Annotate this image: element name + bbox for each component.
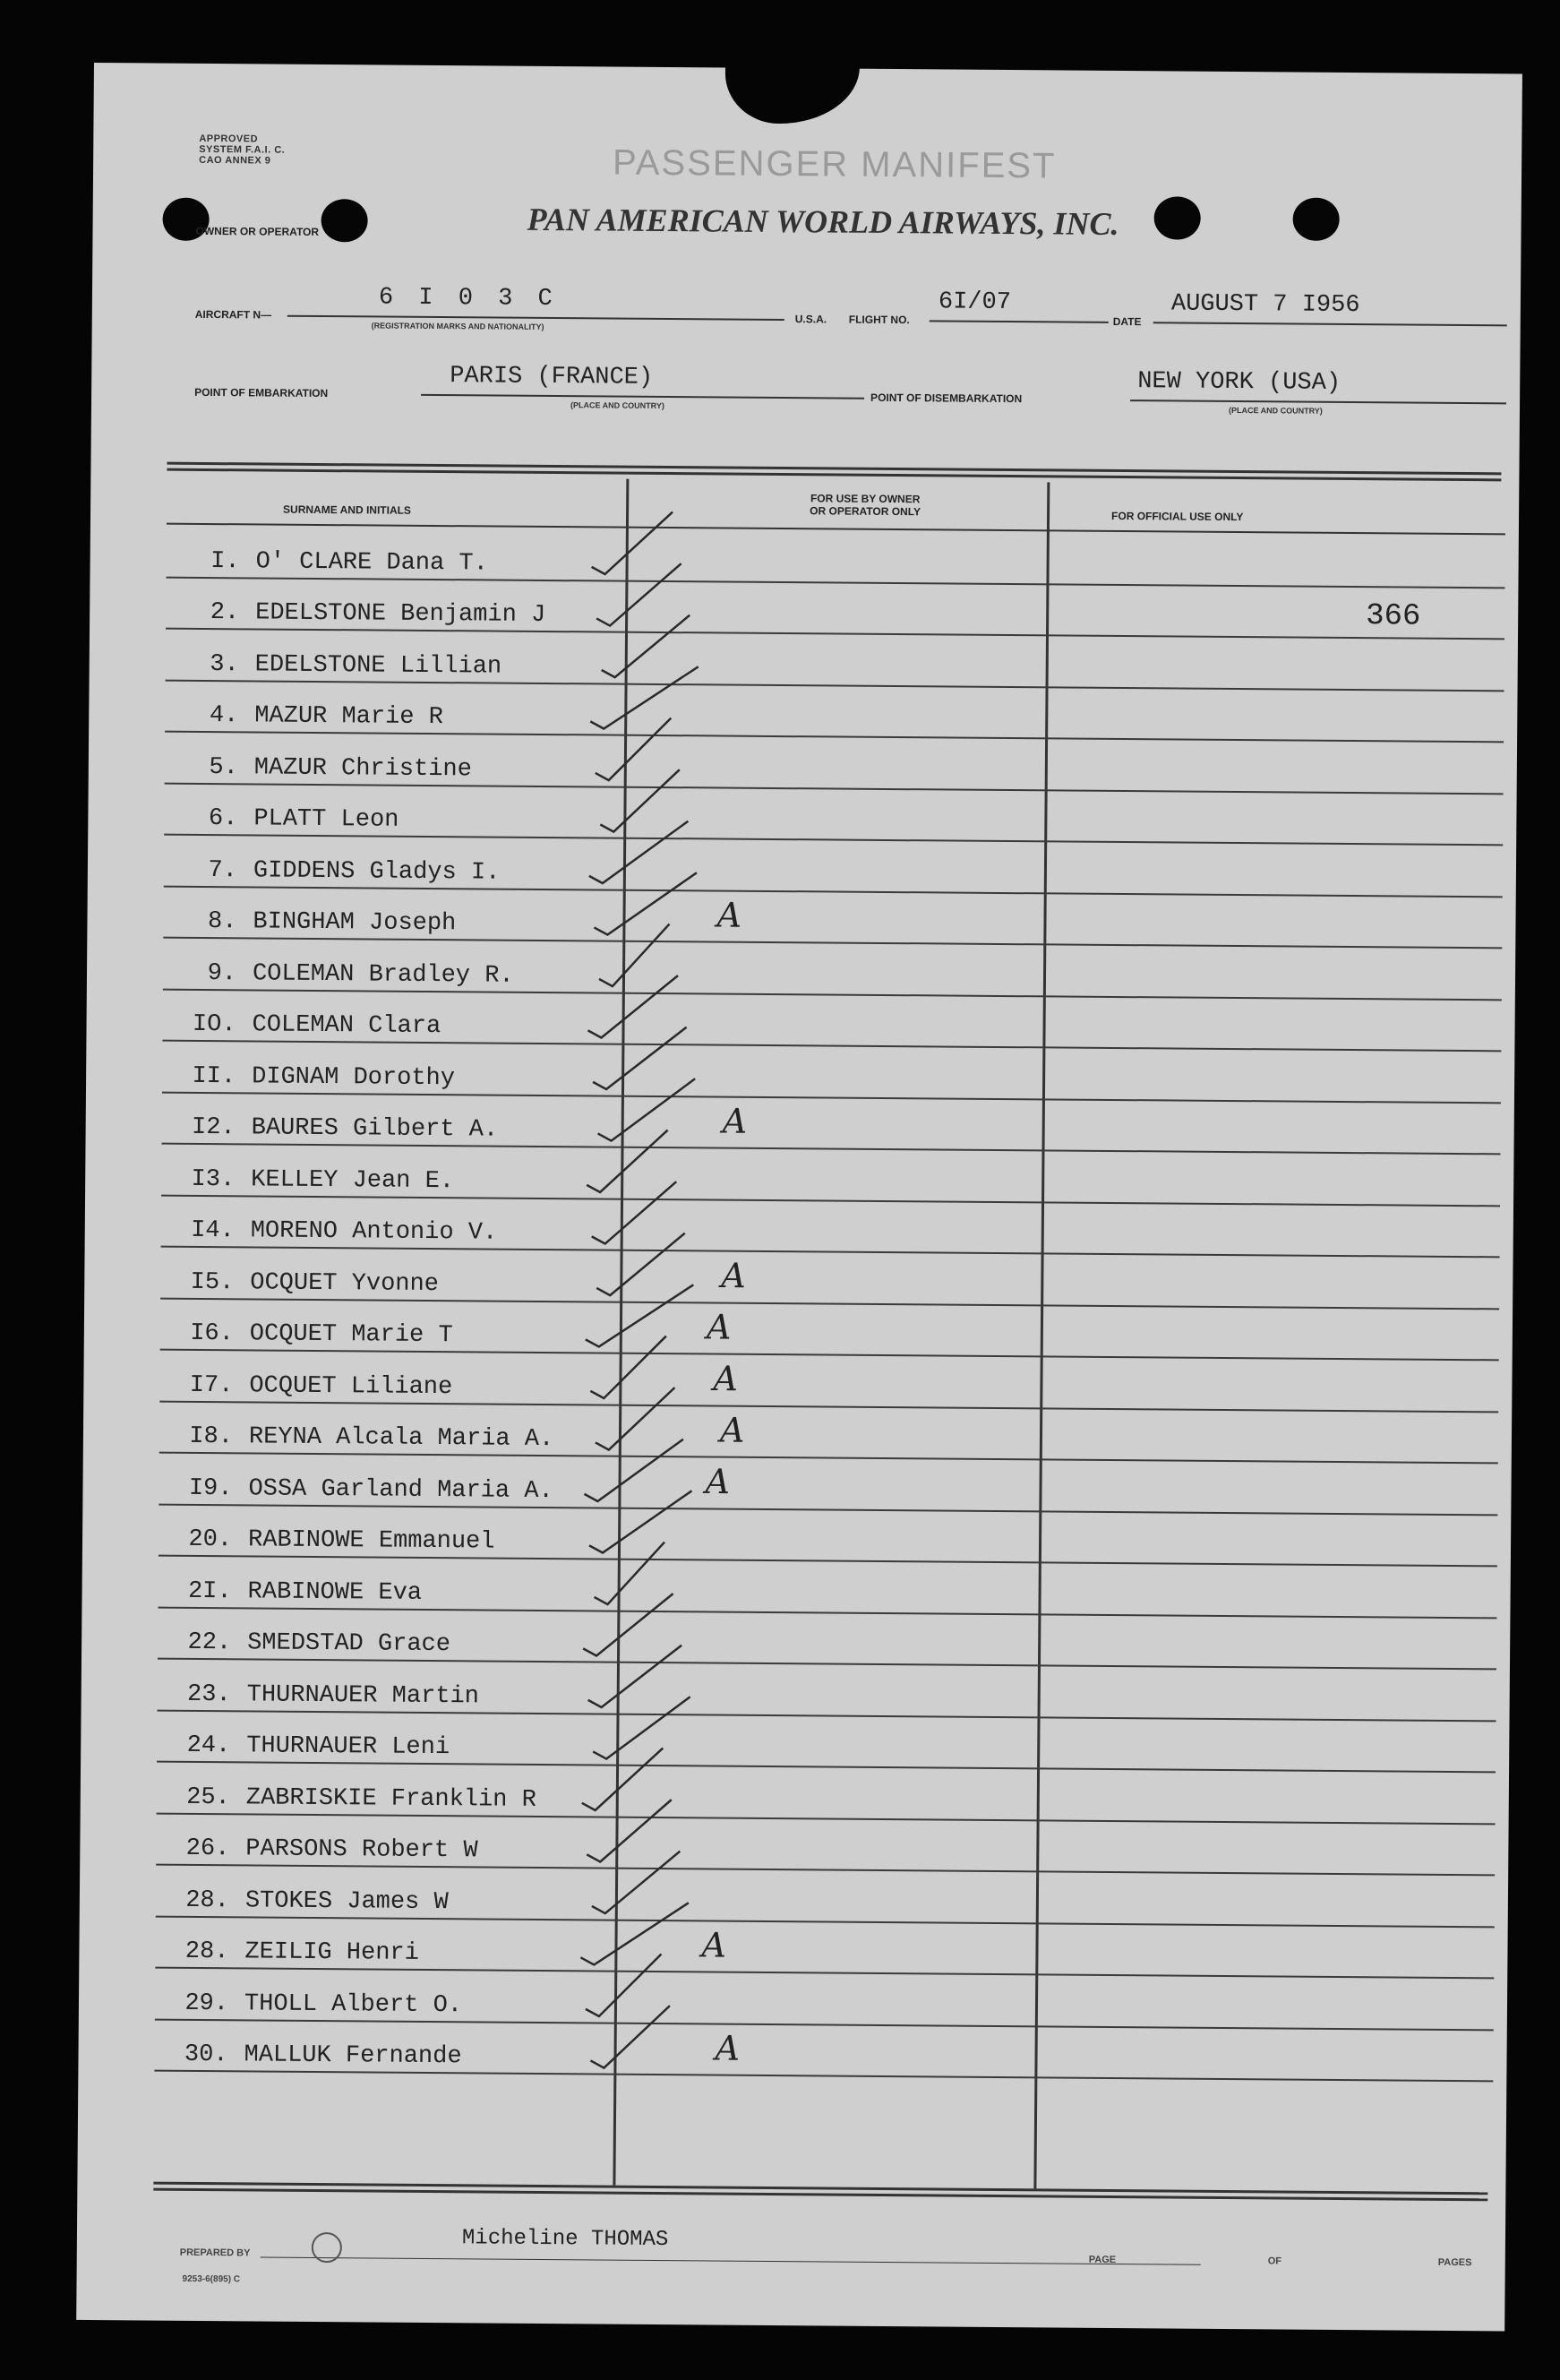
aircraft-label: AIRCRAFT N—	[194, 307, 272, 322]
passenger-name: PARSONS Robert W	[245, 1835, 478, 1865]
passenger-number: 24.	[186, 1731, 231, 1760]
approval-line-3: CAO ANNEX 9	[199, 154, 271, 167]
owner-label: OWNER OR OPERATOR	[195, 224, 320, 238]
passenger-name: OSSA Garland Maria A.	[248, 1474, 553, 1505]
disembarkation-label: POINT OF DISEMBARKATION	[870, 391, 1023, 406]
surname-column-header: SURNAME AND INITIALS	[283, 503, 412, 517]
check-mark	[589, 821, 689, 884]
flight-label: FLIGHT NO.	[848, 313, 910, 327]
check-mark	[584, 1439, 683, 1502]
check-mark	[587, 1799, 672, 1862]
passenger-number: 5.	[209, 753, 238, 781]
passenger-number: 23.	[186, 1680, 231, 1708]
date-label: DATE	[1112, 314, 1142, 329]
passenger-number: 2.	[210, 599, 240, 627]
passenger-number: I.	[210, 547, 240, 575]
check-mark	[590, 666, 699, 729]
approval-line-1: APPROVED	[199, 133, 259, 145]
check-mark	[587, 1130, 668, 1193]
aircraft-sublabel: (REGISTRATION MARKS AND NATIONALITY)	[371, 321, 544, 331]
passenger-number: 30.	[184, 2041, 228, 2069]
check-mark	[598, 1078, 696, 1141]
check-mark	[593, 1027, 687, 1090]
passenger-number: 3.	[210, 650, 239, 678]
disembarkation-sublabel: (PLACE AND COUNTRY)	[1228, 405, 1323, 416]
passenger-number: IO.	[192, 1010, 236, 1039]
check-mark	[592, 1851, 681, 1914]
passenger-number: 29.	[184, 1989, 229, 2017]
check-mark	[582, 1748, 664, 1811]
check-mark	[596, 1233, 685, 1296]
embarkation-sublabel: (PLACE AND COUNTRY)	[570, 400, 664, 411]
handwritten-mark: A	[713, 1358, 739, 1399]
passenger-name: OCQUET Yvonne	[250, 1268, 440, 1298]
page-title: PASSENGER MANIFEST	[612, 142, 1057, 186]
page-label: PAGE	[1088, 2254, 1117, 2266]
passenger-number: 4.	[209, 702, 239, 730]
embarkation-value: PARIS (FRANCE)	[450, 363, 654, 391]
passenger-number: 6.	[208, 805, 238, 833]
handwritten-mark: A	[701, 1925, 727, 1965]
embarkation-label: POINT OF EMBARKATION	[194, 385, 329, 400]
passenger-number: I2.	[191, 1113, 236, 1142]
disembarkation-value: NEW YORK (USA)	[1137, 368, 1341, 397]
check-mark	[589, 1490, 692, 1553]
company-name: PAN AMERICAN WORLD AIRWAYS, INC.	[527, 201, 1119, 242]
manifest-sheet	[76, 63, 1522, 2331]
passenger-name: THURNAUER Leni	[246, 1732, 450, 1762]
official-column-header: FOR OFFICIAL USE ONLY	[1111, 509, 1244, 524]
passenger-number: 22.	[187, 1628, 232, 1657]
check-mark	[588, 1645, 682, 1708]
owner-column-header-line2: OR OPERATOR ONLY	[810, 504, 921, 519]
passenger-number: I4.	[191, 1216, 235, 1245]
check-mark	[592, 1181, 677, 1244]
passenger-number: 8.	[207, 908, 237, 936]
official-use-number: 366	[1366, 599, 1421, 634]
passenger-name: RABINOWE Eva	[247, 1577, 423, 1607]
passenger-name: THOLL Albert O.	[244, 1989, 463, 2019]
usa-label: U.S.A.	[794, 313, 827, 326]
passenger-name: THURNAUER Martin	[246, 1680, 480, 1710]
check-mark	[594, 872, 697, 935]
aircraft-value: 6 I 0 3 C	[378, 284, 558, 314]
approval-line-2: SYSTEM F.A.I. C.	[199, 143, 286, 156]
passenger-name: REYNA Alcala Maria A.	[248, 1423, 554, 1454]
check-mark	[586, 1284, 694, 1347]
passenger-name: EDELSTONE Benjamin J	[255, 599, 546, 629]
check-mark	[580, 1902, 689, 1965]
passenger-number: 25.	[186, 1783, 230, 1811]
handwritten-mark: A	[722, 1101, 748, 1141]
passenger-number: I3.	[191, 1165, 236, 1193]
passenger-name: EDELSTONE Lillian	[254, 650, 502, 681]
flight-value: 6I/07	[938, 288, 1012, 317]
check-mark	[587, 975, 678, 1038]
passenger-number: I7.	[189, 1371, 234, 1399]
passenger-name: PLATT Leon	[253, 805, 399, 834]
passenger-number: 28.	[184, 1938, 229, 1966]
of-label: OF	[1267, 2255, 1282, 2267]
check-mark	[592, 511, 673, 575]
passenger-name: ZABRISKIE Franklin R	[245, 1783, 536, 1814]
passenger-name: OCQUET Liliane	[249, 1371, 453, 1401]
passenger-number: II.	[192, 1062, 236, 1090]
check-mark	[583, 1593, 673, 1656]
passenger-number: 2I.	[187, 1577, 232, 1605]
passenger-name: O' CLARE Dana T.	[255, 547, 488, 577]
check-mark	[596, 563, 681, 626]
handwritten-mark: A	[721, 1256, 747, 1296]
check-mark	[593, 1696, 690, 1759]
passenger-number: 20.	[188, 1525, 233, 1554]
passenger-name: COLEMAN Clara	[252, 1011, 441, 1041]
passenger-name: GIDDENS Gladys I.	[253, 856, 501, 887]
passenger-name: BINGHAM Joseph	[253, 908, 457, 938]
handwritten-mark: A	[706, 1307, 732, 1347]
passenger-number: I5.	[190, 1268, 235, 1296]
passenger-name: MAZUR Christine	[253, 753, 472, 783]
date-value: AUGUST 7 I956	[1170, 290, 1360, 320]
printer-seal	[312, 2232, 342, 2263]
handwritten-mark: A	[716, 895, 742, 935]
passenger-name: MALLUK Fernande	[244, 2041, 462, 2071]
check-mark	[602, 614, 690, 678]
prepared-by-value: Micheline THOMAS	[461, 2226, 669, 2253]
passenger-number: 28.	[185, 1886, 230, 1914]
handwritten-mark: A	[705, 1461, 731, 1502]
prepared-by-label: PREPARED BY	[179, 2247, 251, 2259]
passenger-name: MAZUR Marie R	[254, 702, 444, 732]
passenger-name: ZEILIG Henri	[244, 1938, 419, 1967]
pages-label: PAGES	[1437, 2256, 1472, 2269]
passenger-number: I9.	[188, 1474, 233, 1502]
passenger-number: I8.	[189, 1422, 234, 1451]
passenger-number: I6.	[190, 1319, 234, 1348]
passenger-number: 9.	[207, 959, 237, 987]
handwritten-mark: A	[715, 2028, 741, 2068]
passenger-number: 7.	[208, 856, 238, 884]
check-mark	[590, 2005, 670, 2068]
check-mark	[600, 769, 680, 832]
passenger-name: SMEDSTAD Grace	[247, 1629, 451, 1659]
form-number: 9253-6(895) C	[182, 2273, 241, 2285]
check-mark	[596, 1387, 675, 1450]
owner-column-header-line1: FOR USE BY OWNER	[810, 492, 921, 506]
check-marks	[76, 63, 1522, 2331]
passenger-name: MORENO Antonio V.	[250, 1217, 498, 1247]
passenger-name: COLEMAN Bradley R.	[252, 959, 514, 990]
handwritten-mark: A	[719, 1410, 745, 1450]
passenger-name: KELLEY Jean E.	[251, 1165, 455, 1195]
passenger-name: RABINOWE Emmanuel	[247, 1526, 495, 1556]
passenger-name: DIGNAM Dorothy	[251, 1062, 456, 1092]
passenger-name: OCQUET Marie T	[249, 1320, 453, 1350]
passenger-name: STOKES James W	[244, 1886, 449, 1916]
passenger-name: BAURES Gilbert A.	[251, 1114, 499, 1144]
passenger-number: 26.	[185, 1834, 230, 1863]
